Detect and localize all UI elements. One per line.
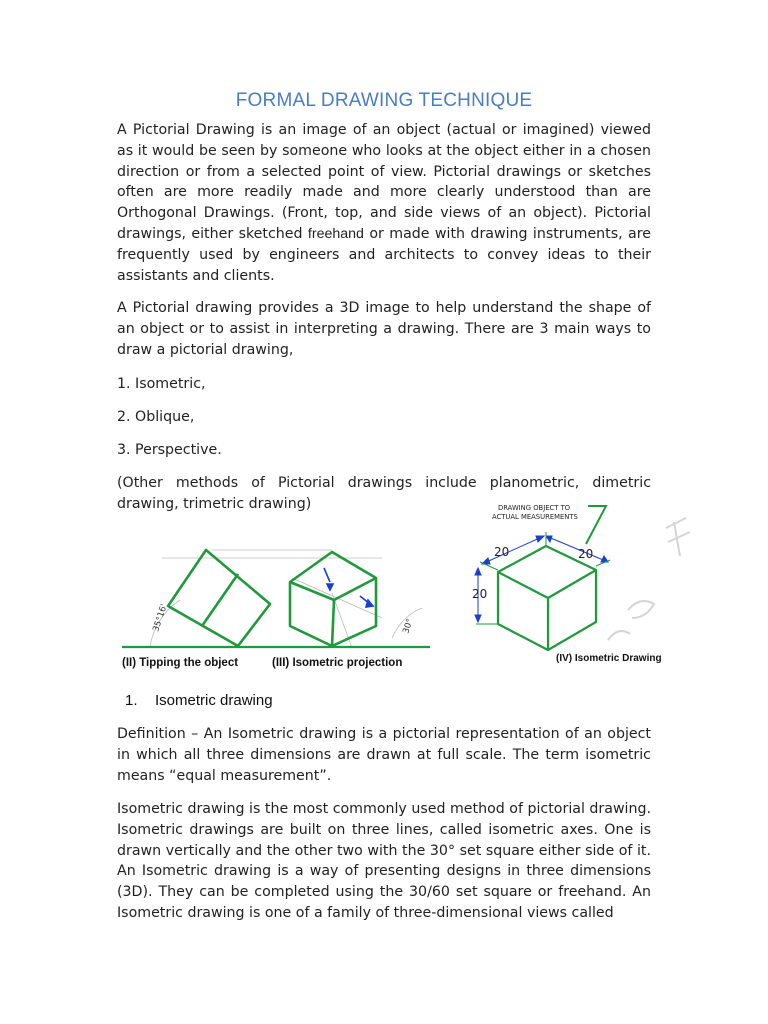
caption-tipping: (II) Tipping the object (122, 657, 239, 669)
heading-text: Isometric drawing (155, 692, 273, 709)
paragraph-intro-text-end: or made with drawing instruments, are frequently used by engineers and architects to convey ideas to their assistants and clients. (117, 225, 651, 284)
note-leader-line (586, 506, 606, 544)
freehand-word: freehand (307, 225, 364, 242)
dimension-label-side: 20 (472, 587, 488, 601)
list-item-isometric: 1. Isometric, (117, 376, 206, 392)
heading-number: 1. (125, 692, 138, 709)
paragraph-pictorial: A Pictorial drawing provides a 3D image to help understand the shape of an object or to assist in interpreting a drawing. There are 3 main ways to draw a pictorial drawing, (117, 300, 651, 358)
list-item-perspective: 3. Perspective. (117, 442, 222, 458)
tipped-cube-shape (168, 550, 270, 646)
paragraph-other-methods-text: (Other methods of Pictorial drawings include planometric, dimetric drawing, trimetric drawing) (117, 475, 651, 512)
paragraph-intro-text: A Pictorial Drawing is an image of an object (actual or imagined) viewed as it would be seen by someone who looks at the object either in a chosen direction or from a selected point of view. Pictorial drawings or sketches often are more readily made and more clearly understood than are Orthogonal Drawings. (Front, top, and side views of an object). Pictorial drawings, either sketched (117, 122, 651, 242)
paragraph-definition: Definition – An Isometric drawing is a pictorial representation of an object in which all three dimensions are drawn at full scale. The term isometric means “equal measurement”. (117, 726, 651, 784)
isometric-drawing-figure (468, 500, 698, 670)
document-title: FORMAL DRAWING TECHNIQUE (235, 90, 533, 111)
caption-isometric-drawing: (IV) Isometric Drawing (556, 653, 662, 664)
paragraph-isometric-details: Isometric drawing is the most commonly used method of pictorial drawing. Isometric drawings are built on three lines, called isometric axes. One is drawn vertically and the other two with the 30° set square either side of it. An Isometric drawing is a way of presenting designs in three dimensions (3D). They can be completed using the 30/60 set square or freehand. An Isometric drawing is one of a family of three-dimensional views called (117, 801, 651, 921)
angle-label-right: 30° (401, 617, 416, 635)
list-item-oblique: 2. Oblique, (117, 409, 195, 425)
isometric-cube-shape (498, 546, 596, 650)
note-line-2: ACTUAL MEASUREMENTS (492, 513, 578, 521)
caption-projection: (III) Isometric projection (272, 657, 403, 669)
paragraph-intro (117, 120, 651, 286)
dimension-label-right: 20 (578, 547, 594, 561)
watermark-marks (608, 518, 690, 640)
note-line-1: DRAWING OBJECT TO (498, 504, 571, 512)
isometric-projection-figure (122, 538, 434, 680)
projection-arrows (324, 568, 373, 607)
section-heading-isometric (125, 692, 273, 709)
construction-lines (150, 550, 422, 648)
angle-label-left: 35°16' (151, 602, 170, 633)
dimension-label-left: 20 (494, 545, 510, 559)
